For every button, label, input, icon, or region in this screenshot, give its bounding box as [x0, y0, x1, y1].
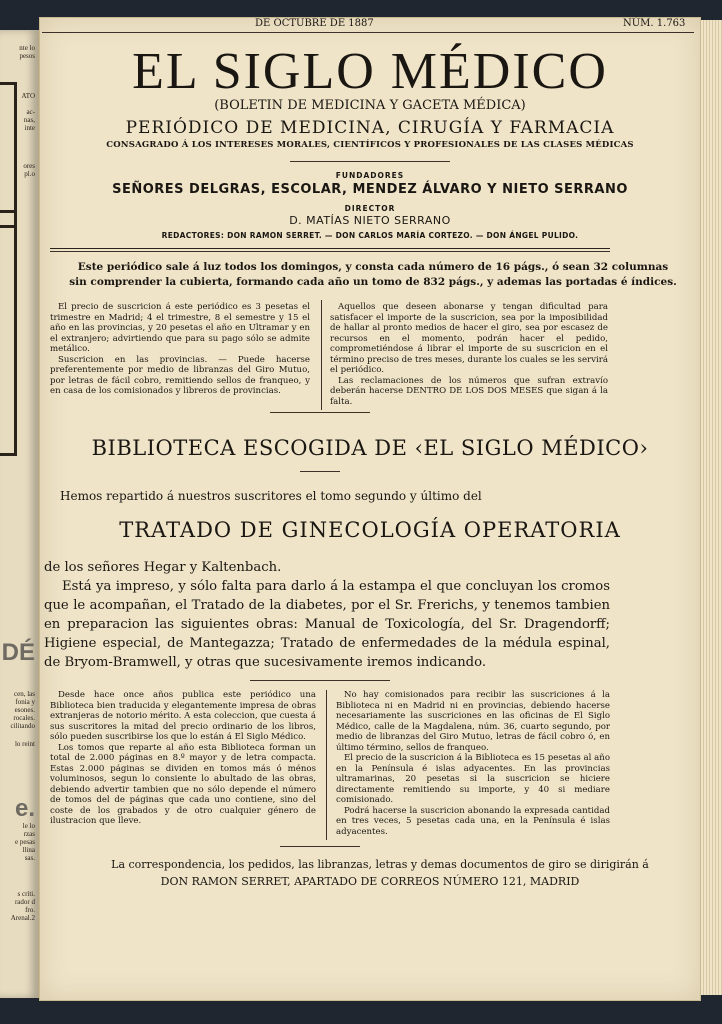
biblioteca-right-column — [336, 690, 610, 837]
subscription-deferred: Aquellos que deseen abonarse y tengan dificultad para satisfacer el importe de la suscricion, sea por la imposibilidad de hallar al pronto medios de hacer el giro, sea por escasez de recursos en el momento, podrán hacer el pedido, comprometiéndose á librar el importe de su suscricion en el término preciso de tres meses, durante los cuales se les servirá el periódico. — [330, 302, 608, 375]
left-fragment: lo reint — [14, 740, 35, 748]
biblioteca-installments: Podrá hacerse la suscricion abonando la expresada cantidad en tres veces, 5 pesetas cada una, en la Península é islas adyacentes. — [336, 805, 610, 837]
subscription-price: El precio de suscricion á este periódico es 3 pesetas el trimestre en Madrid; 4 el trimestre, 8 el semestre y 15 el año en las provincias, y 20 pesetas el año en Ultramar y en el extranjero; advirtiendo que para su pago sólo se admite metálico. — [50, 302, 310, 354]
subscription-provinces: Suscricion en las provincias. — Puede hacerse preferentemente por medio de libranzas del Giro Mutuo, por letras de fácil cobro, remitiendo sellos de franqueo, y en casa de los comisionados y libreros de provincias. — [50, 354, 310, 396]
biblioteca-left-column — [50, 690, 316, 827]
notice-line-1: Este periódico sale á luz todos los domingos, y consta cada número de 16 págs., ó sean 32 columnas — [77, 261, 669, 273]
biblioteca-description: Desde hace once años publica este periódico una Biblioteca bien traducida y elegantemente impresa de obras extranjeras de notorio mérito. A esta coleccion, que cuesta á sus suscritores la mitad del precio ordinario de los libros, sólo pueden suscribirse los que lo están á El Siglo Médico. — [50, 690, 316, 742]
publication-notice — [48, 260, 698, 290]
masthead-subtitle-2: PERIÓDICO DE MEDICINA, CIRUGÍA Y FARMACIA — [125, 118, 615, 138]
subscription-claims: Las reclamaciones de los números que sufran extravío deberán hacerse DENTRO DE LOS DOS MESES que sigan á la falta. — [330, 375, 608, 407]
column-divider — [326, 690, 327, 840]
newspaper-page — [40, 18, 700, 1000]
left-frame — [0, 210, 17, 456]
notice-line-2: sin comprender la cubierta, formando cada año un tomo de 832 págs., y ademas las portadas é índices. — [69, 276, 677, 288]
left-fragment: cen, las fonia y esones. rocales. cilitando — [10, 690, 35, 730]
left-fragment: s críti. rador d fro. Arenal.2 — [10, 890, 35, 922]
biblioteca-agents: No hay comisionados para recibir las suscriciones á la Biblioteca ni en Madrid ni en provincias, debiendo hacerse necesariamente las suscriciones en las oficinas de El Siglo Médico, calle de la Magdalena, núm. 36, cuarto segundo, por medio de libranzas del Giro Mutuo, letras de fácil cobro ó, en último término, sellos de franqueo. — [336, 690, 610, 753]
biblioteca-intro: Hemos repartido á nuestros suscritores el tomo segundo y último del — [60, 489, 482, 503]
footer-line-2: DON RAMON SERRET, APARTADO DE CORREOS NÚMERO 121, MADRID — [160, 875, 580, 888]
divider-double — [50, 248, 610, 249]
masthead-title: EL SIGLO MÉDICO — [132, 43, 608, 100]
issue-number: NÚM. 1.763 — [623, 18, 686, 29]
body-paragraph: de los señores Hegar y Kaltenbach. — [44, 560, 282, 575]
page-edge-stack — [700, 20, 722, 995]
left-fragment: ATO ac- nas, inte — [21, 92, 35, 132]
biblioteca-price: El precio de la suscricion á la Biblioteca es 15 pesetas al año en la Península é islas adyacentes. En las provincias ultramarinas, 20 pesetas si la suscricion se hiciere directamente remitiendo su importe, y 40 si mediare comisionado. — [336, 753, 610, 805]
biblioteca-heading: BIBLIOTECA ESCOGIDA DE ‹EL SIGLO MÉDICO› — [91, 436, 649, 460]
subscription-left-column — [50, 302, 310, 397]
divider — [300, 471, 340, 472]
biblioteca-body — [44, 558, 610, 672]
divider — [270, 412, 370, 413]
left-fragment: e. — [14, 795, 35, 822]
body-paragraph: Está ya impreso, y sólo falta para darlo á la estampa el que concluyan los cromos que le acompañan, el Tratado de la diabetes, por el Sr. Frerichs, y tenemos tambien en preparacion las siguientes obras: Manual de Toxicología, del Sr. Dragendorff; Higiene especial, de Mantegazza; Tratado de enfermedades de la médula espinal, de Bryom-Bramwell, y otras que sucesivamente iremos indicando. — [44, 579, 610, 670]
divider — [290, 161, 450, 162]
column-divider — [321, 300, 322, 410]
book-title: TRATADO DE GINECOLOGÍA OPERATORIA — [119, 518, 621, 542]
left-fragment: le lo rzas e pesas llina sas. — [14, 822, 35, 862]
founders: SEÑORES DELGRAS, ESCOLAR, MENDEZ ÁLVARO Y NIETO SERRANO — [112, 182, 628, 197]
left-fragment: ores pl.o — [23, 162, 35, 178]
divider — [280, 846, 360, 847]
founders-label: FUNDADORES — [335, 171, 405, 180]
left-fragment: nte lo pesos — [19, 44, 35, 60]
masthead-subtitle-3: CONSAGRADO Á LOS INTERESES MORALES, CIENTÍFICOS Y PROFESIONALES DE LAS CLASES MÉDICAS — [106, 140, 634, 150]
biblioteca-volumes: Los tomos que reparte al año esta Biblioteca forman un total de 2.000 páginas en 8.º mayor y de letra compacta. Estas 2.000 páginas se dividen en tomos más ó ménos voluminosos, segun lo consiente lo abultado de las obras, debiendo advertir tambien que no sólo depende el número de tomos del de páginas que cada uno contiene, sino del coste de los grabados y de otro cualquier género de ilustracion que lleve. — [50, 742, 316, 826]
subscription-right-column — [330, 302, 608, 407]
divider — [250, 680, 390, 681]
header-rule — [42, 32, 694, 33]
director: D. MATÍAS NIETO SERRANO — [289, 214, 451, 227]
left-fragment: DÉ — [1, 639, 35, 666]
director-label: DIRECTOR — [344, 204, 396, 213]
footer-line-1: La correspondencia, los pedidos, las libranzas, letras y demas documentos de giro se dirigirán á — [111, 858, 649, 871]
masthead-subtitle-1: (BOLETIN DE MEDICINA Y GACETA MÉDICA) — [214, 98, 526, 113]
left-page-edge — [0, 30, 40, 998]
date-line: DE OCTUBRE DE 1887 — [255, 18, 374, 29]
editors: REDACTORES: DON RAMON SERRET. — DON CARLOS MARÍA CORTEZO. — DON ÁNGEL PULIDO. — [161, 231, 579, 240]
divider — [50, 251, 610, 252]
